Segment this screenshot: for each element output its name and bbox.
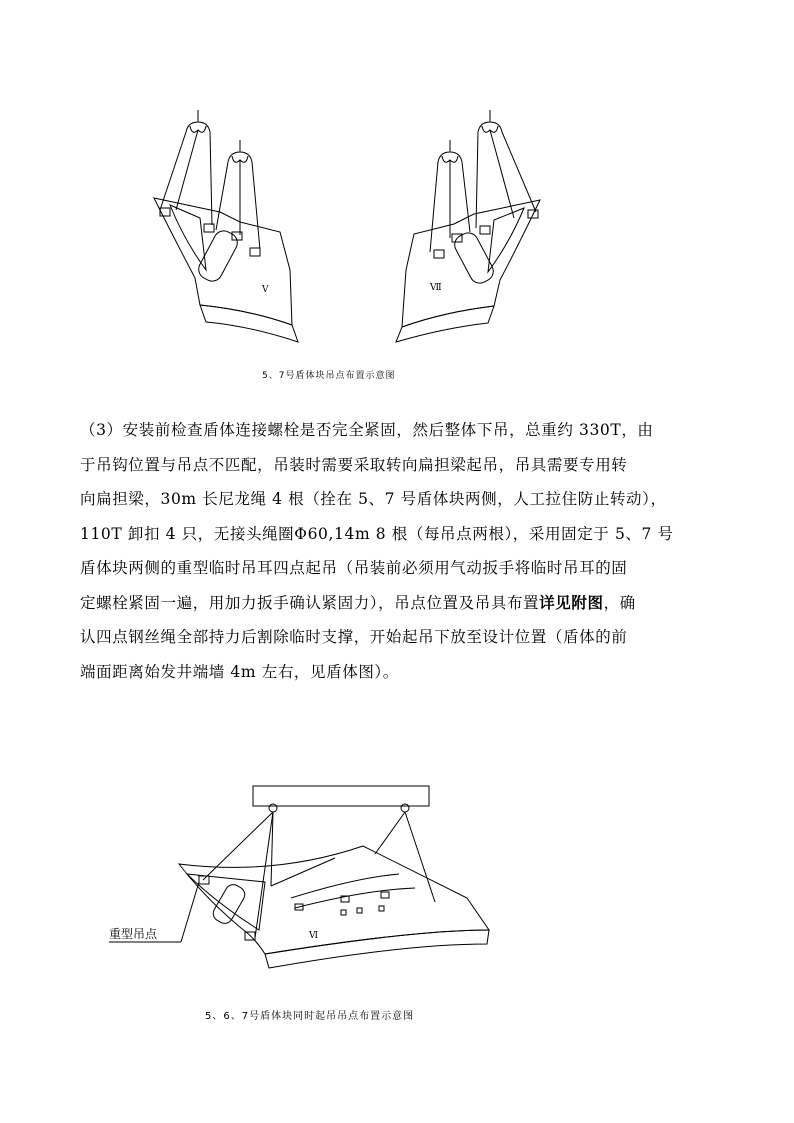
paragraph-line: 向扁担梁，30m 长尼龙绳 4 根（拴在 5、7 号盾体块两侧，人工拉住防止转动）， xyxy=(80,490,667,508)
paragraph-line: 110T 卸扣 4 只，无接头绳圈Φ60,14m 8 根（每吊点两根），采用固定于 5、7 号 xyxy=(80,524,674,543)
paragraph-line: 认四点钢丝绳全部持力后割除临时支撑，开始起吊下放至设计位置（盾体的前 xyxy=(80,628,628,646)
procedure-paragraph xyxy=(80,413,720,689)
paragraph-line-text: 定螺栓紧固一遍，用加力扳手确认紧固力），吊点位置及吊具布置 xyxy=(80,593,540,612)
figure2-caption: 5、6、7号盾体块同时起吊吊点布置示意图 xyxy=(205,1011,415,1022)
paragraph-line: 盾体块两侧的重型临时吊耳四点起吊（吊装前必须用气动扳手将临时吊耳的固 xyxy=(80,559,628,577)
figure-segments-5-6-7-lifting xyxy=(95,778,515,998)
heavy-lifting-point-label: 重型吊点 xyxy=(109,927,158,941)
paragraph-line xyxy=(80,586,720,621)
figure-segments-5-7-lifting xyxy=(140,100,600,360)
center-segment-label: Ⅵ xyxy=(309,931,319,941)
right-segment xyxy=(396,110,540,342)
see-attached-figure-text: 详见附图 xyxy=(539,592,604,612)
paragraph-line: （3）安装前检查盾体连接螺栓是否完全紧固，然后整体下吊，总重约 330T，由 xyxy=(80,421,654,439)
paragraph-line-text: ，确 xyxy=(603,593,636,612)
right-segment-label: Ⅶ xyxy=(430,283,442,293)
left-segment xyxy=(154,110,298,342)
left-segment-label: V xyxy=(262,285,269,295)
spreader-beam xyxy=(253,786,429,806)
paragraph-line: 于吊钩位置与吊点不匹配，吊装时需要采取转向扁担梁起吊，吊具需要专用转 xyxy=(80,455,628,474)
figure1-caption: 5、7号盾体块吊点布置示意图 xyxy=(262,371,396,381)
paragraph-line: 端面距离始发井端墙 4m 左右，见盾体图）。 xyxy=(80,662,399,681)
